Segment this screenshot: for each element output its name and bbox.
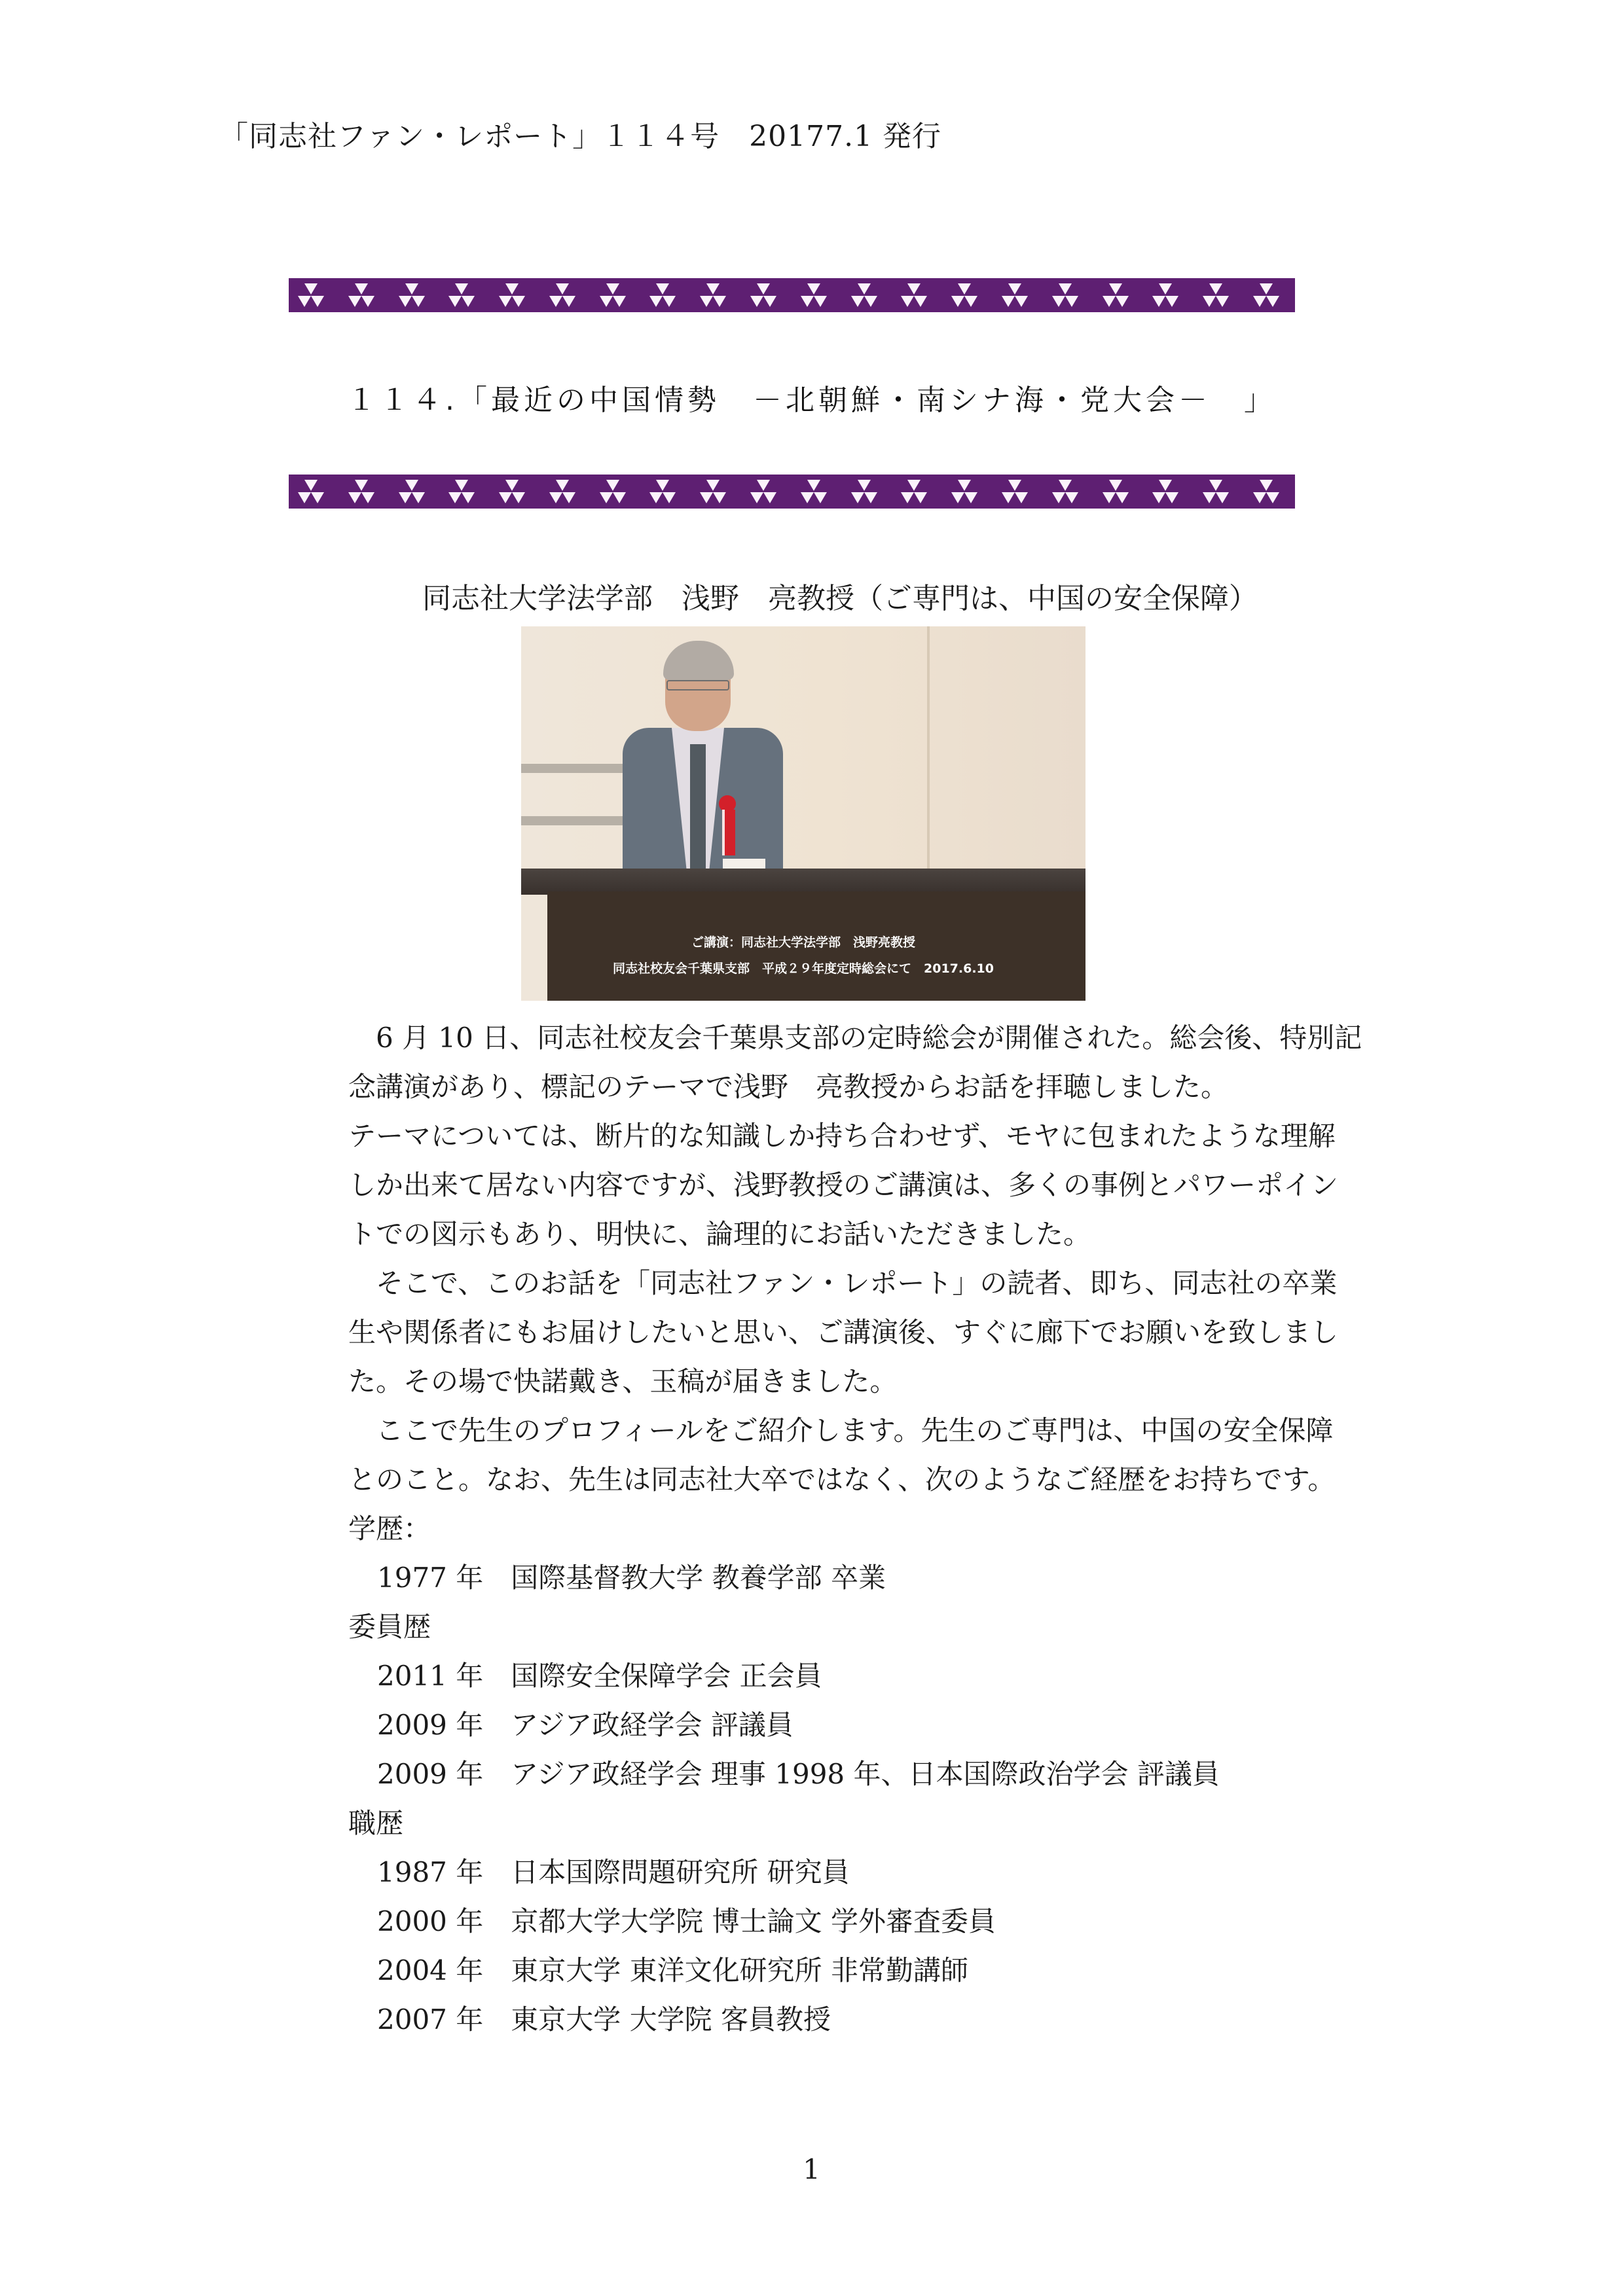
decorative-banner-bottom	[289, 475, 1295, 509]
triangle-cluster-icon	[600, 282, 626, 308]
triangle-cluster-icon	[951, 478, 977, 505]
triangle-cluster-icon	[1002, 478, 1028, 505]
body-line: 念講演があり、標記のテーマで浅野 亮教授からお話を拝聴しました。	[348, 1071, 1229, 1103]
body-line: しか出来て居ない内容ですが、浅野教授のご講演は、多くの事例とパワーポイン	[348, 1169, 1339, 1201]
triangle-cluster-icon	[901, 478, 927, 505]
triangle-cluster-icon	[649, 478, 676, 505]
triangle-cluster-icon	[549, 478, 575, 505]
triangle-cluster-icon	[700, 282, 726, 308]
triangle-cluster-icon	[1203, 282, 1229, 308]
triangle-cluster-icon	[801, 478, 827, 505]
rosette-ribbon	[722, 810, 735, 855]
triangle-cluster-icon	[951, 282, 977, 308]
committees-label: 委員歴	[348, 1611, 431, 1643]
triangle-cluster-icon	[851, 282, 877, 308]
decorative-banner-top	[289, 278, 1295, 312]
body-line: 6 月 10 日、同志社校友会千葉県支部の定時総会が開催された。総会後、特別記	[348, 1022, 1362, 1054]
triangle-cluster-icon	[399, 282, 425, 308]
body-line: テーマについては、断片的な知識しか持ち合わせず、モヤに包まれたような理解	[348, 1120, 1336, 1152]
triangle-cluster-icon	[499, 478, 525, 505]
body-line: 生や関係者にもお届けしたいと思い、ご講演後、すぐに廊下でお願いを致しまし	[348, 1316, 1339, 1348]
education-item: 1977 年 国際基督教大学 教養学部 卒業	[377, 1562, 886, 1594]
triangle-cluster-icon	[700, 478, 726, 505]
body-line: とのこと。なお、先生は同志社大卒ではなく、次のようなご経歴をお持ちです。	[348, 1463, 1336, 1496]
triangle-cluster-icon	[348, 282, 374, 308]
committee-item: 2009 年 アジア政経学会 評議員	[377, 1709, 793, 1741]
triangle-cluster-icon	[851, 478, 877, 505]
author-byline: 同志社大学法学部 浅野 亮教授（ご専門は、中国の安全保障）	[422, 582, 1258, 615]
speaker-hair	[663, 641, 734, 680]
triangle-cluster-icon	[499, 282, 525, 308]
triangle-cluster-icon	[1152, 282, 1178, 308]
page-number: 1	[803, 2153, 820, 2185]
publication-header: 「同志社ファン・レポート」１１４号 20177.1 発行	[219, 120, 942, 153]
triangle-cluster-icon	[348, 478, 374, 505]
triangle-cluster-icon	[1253, 478, 1279, 505]
triangle-cluster-icon	[1052, 478, 1078, 505]
triangle-cluster-icon	[1052, 282, 1078, 308]
wall-rail	[521, 764, 632, 773]
career-item: 2007 年 東京大学 大学院 客員教授	[377, 2003, 831, 2036]
speaker-tie	[690, 744, 706, 888]
triangle-cluster-icon	[448, 478, 475, 505]
speaker-glasses	[666, 680, 729, 691]
triangle-cluster-icon	[448, 282, 475, 308]
career-label: 職歴	[348, 1807, 404, 1839]
triangle-cluster-icon	[1002, 282, 1028, 308]
triangle-cluster-icon	[298, 282, 324, 308]
triangle-cluster-icon	[549, 282, 575, 308]
body-line: た。その場で快諾戴き、玉稿が届きました。	[348, 1365, 898, 1397]
career-item: 2004 年 東京大学 東洋文化研究所 非常勤講師	[377, 1954, 968, 1986]
triangle-cluster-icon	[1203, 478, 1229, 505]
speaker-photo	[521, 626, 1085, 1001]
triangle-cluster-icon	[399, 478, 425, 505]
triangle-cluster-icon	[298, 478, 324, 505]
wall-rail	[521, 816, 626, 825]
triangle-cluster-icon	[801, 282, 827, 308]
triangle-cluster-icon	[649, 282, 676, 308]
triangle-cluster-icon	[750, 478, 776, 505]
triangle-cluster-icon	[1103, 282, 1129, 308]
photo-caption-line-2: 同志社校友会千葉県支部 平成２９年度定時総会にて 2017.6.10	[613, 961, 994, 976]
triangle-cluster-icon	[1152, 478, 1178, 505]
triangle-cluster-icon	[600, 478, 626, 505]
desk-top	[521, 869, 1085, 895]
wall-panel	[927, 626, 930, 901]
body-line: ここで先生のプロフィールをご紹介します。先生のご専門は、中国の安全保障	[348, 1414, 1334, 1446]
career-item: 2000 年 京都大学大学院 博士論文 学外審査委員	[377, 1905, 996, 1937]
triangle-cluster-icon	[750, 282, 776, 308]
article-body	[348, 1013, 1396, 2044]
education-label: 学歴：	[348, 1513, 431, 1545]
article-title: １１４.「最近の中国情勢 －北朝鮮・南シナ海・党大会－ 」	[347, 384, 1277, 417]
photo-caption-line-1: ご講演：同志社大学法学部 浅野亮教授	[691, 935, 915, 950]
body-line: トでの図示もあり、明快に、論理的にお話いただきました。	[348, 1218, 1091, 1250]
committee-item: 2011 年 国際安全保障学会 正会員	[377, 1660, 822, 1692]
committee-item: 2009 年 アジア政経学会 理事 1998 年、日本国際政治学会 評議員	[377, 1758, 1220, 1790]
triangle-cluster-icon	[1253, 282, 1279, 308]
triangle-cluster-icon	[901, 282, 927, 308]
career-item: 1987 年 日本国際問題研究所 研究員	[377, 1856, 850, 1888]
triangle-cluster-icon	[1103, 478, 1129, 505]
body-line: そこで、このお話を「同志社ファン・レポート」の読者、即ち、同志社の卒業	[348, 1267, 1338, 1299]
